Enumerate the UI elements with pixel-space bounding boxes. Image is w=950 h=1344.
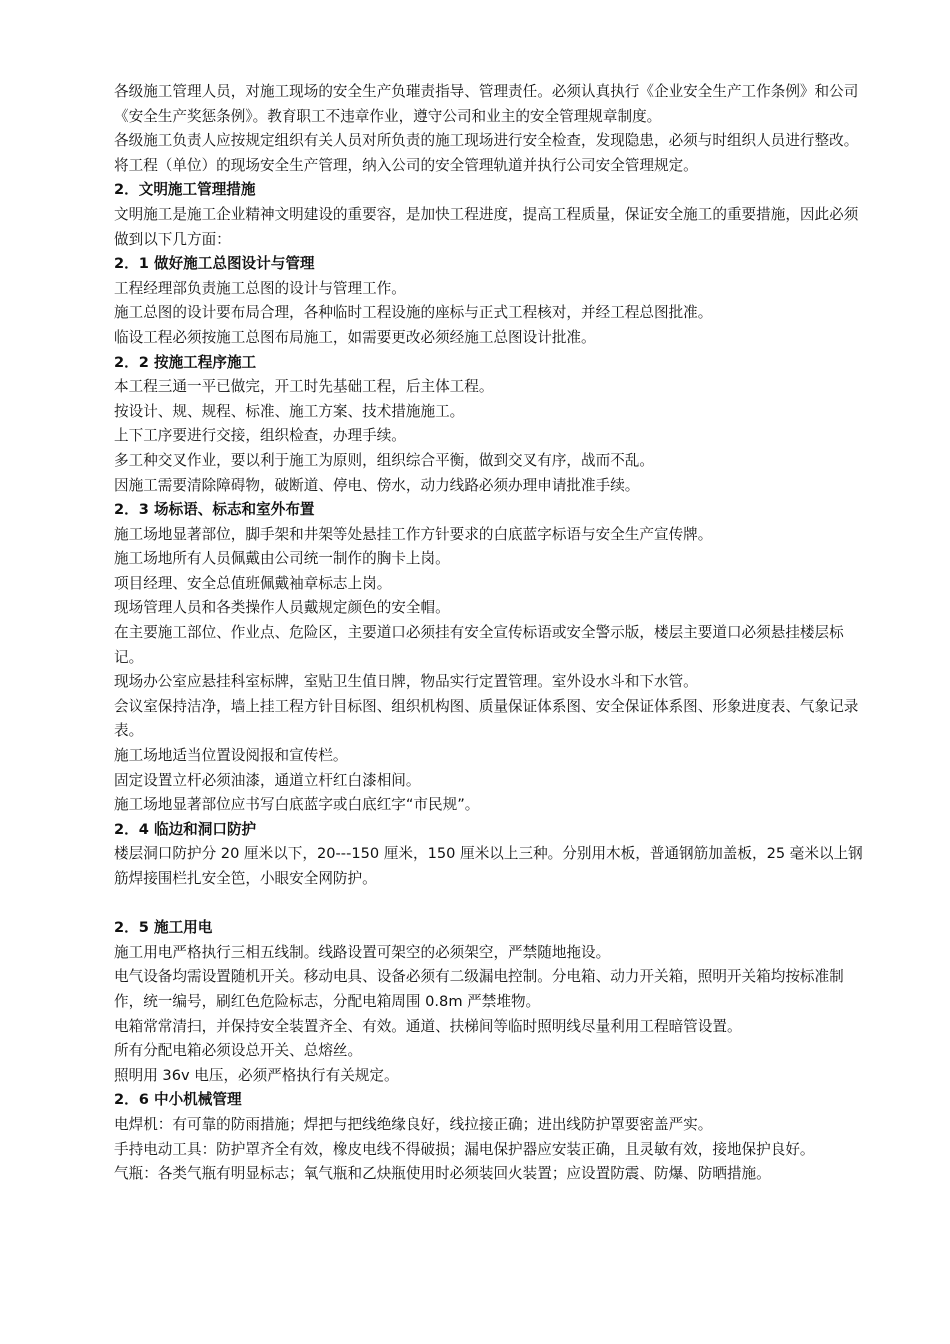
- body-paragraph: 手持电动工具：防护罩齐全有效，橡皮电线不得破损；漏电保护器应安装正确，且灵敏有效，接地保护良好。: [114, 1140, 815, 1158]
- body-paragraph: 会议室保持洁净，墙上挂工程方针目标图、组织机构图、质量保证体系图、安全保证体系图、形象进度表、气象记录表。: [114, 697, 859, 740]
- body-paragraph: 现场办公室应悬挂科室标牌，室贴卫生值日牌，物品实行定置管理。室外设水斗和下水管。: [114, 673, 698, 691]
- section-heading: 2．4 临边和洞口防护: [114, 820, 257, 838]
- body-paragraph: 工程经理部负责施工总图的设计与管理工作。: [114, 279, 406, 297]
- body-paragraph: 气瓶：各类气瓶有明显标志；氧气瓶和乙炔瓶使用时必须装回火装置；应设置防震、防爆、防晒措施。: [114, 1165, 771, 1183]
- body-paragraph: 各级施工管理人员，对施工现场的安全生产负璀责指导、管理责任。必须认真执行《企业安全生产工作条例》和公司《安全生产奖惩条例》。教育职工不违章作业，遵守公司和业主的安全管理规章制度。: [114, 83, 859, 125]
- body-paragraph: 照明用 36v 电压，必须严格执行有关规定。: [114, 1066, 399, 1084]
- body-paragraph: 所有分配电箱必须设总开关、总熔丝。: [114, 1042, 363, 1060]
- body-paragraph: 本工程三通一平已做完，开工时先基础工程，后主体工程。: [114, 378, 494, 396]
- section-heading: 2．1 做好施工总图设计与管理: [114, 255, 315, 273]
- section-heading: 2．文明施工管理措施: [114, 181, 256, 199]
- body-paragraph: 电气设备均需设置随机开关。移动电具、设备必须有二级漏电控制。分电箱、动力开关箱，照明开关箱均按标准制作，统一编号，刷红色危险标志，分配电箱周围 0.8m 严禁堆物。: [114, 968, 844, 1010]
- body-paragraph: 施工场地所有人员佩戴由公司统一制作的胸卡上岗。: [114, 550, 450, 568]
- body-paragraph: 上下工序要进行交接，组织检查，办理手续。: [114, 427, 406, 445]
- section-heading: 2．3 场标语、标志和室外布置: [114, 501, 315, 519]
- body-paragraph: 固定设置立杆必须油漆，通道立杆红白漆相间。: [114, 771, 421, 789]
- body-paragraph: 临设工程必须按施工总图布局施工，如需要更改必须经施工总图设计批准。: [114, 328, 596, 346]
- body-paragraph: 各级施工负责人应按规定组织有关人员对所负责的施工现场进行安全检查，发现隐患，必须与时组织人员进行整改。: [114, 132, 859, 150]
- body-paragraph: 施工场地适当位置设阅报和宣传栏。: [114, 747, 348, 765]
- body-paragraph: 现场管理人员和各类操作人员戴规定颜色的安全帽。: [114, 599, 450, 617]
- body-paragraph: 电焊机：有可靠的防雨措施；焊把与把线绝缘良好，线拉接正确；进出线防护罩要密盖严实。: [114, 1115, 713, 1133]
- body-paragraph: 在主要施工部位、作业点、危险区，主要道口必须挂有安全宣传标语或安全警示版，楼层主要道口必须悬挂楼层标记。: [114, 624, 844, 666]
- body-paragraph: 多工种交叉作业，要以利于施工为原则，组织综合平衡，做到交叉有序，战而不乱。: [114, 451, 654, 469]
- section-heading: 2．2 按施工程序施工: [114, 353, 257, 371]
- body-paragraph: 因施工需要清除障碍物，破断道、停电、傍水，动力线路必须办理申请批准手续。: [114, 476, 640, 494]
- body-paragraph: 电箱常常清扫，并保持安全装置齐全、有效。通道、扶梯间等临时照明线尽量利用工程暗管设置。: [114, 1017, 742, 1035]
- body-paragraph: 文明施工是施工企业精神文明建设的重要容，是加快工程进度，提高工程质量，保证安全施工的重要措施，因此必须做到以下几方面：: [114, 205, 859, 248]
- body-paragraph: 将工程（单位）的现场安全生产管理，纳入公司的安全管理轨道并执行公司安全管理规定。: [114, 156, 698, 174]
- body-paragraph: 按设计、规、规程、标准、施工方案、技术措施施工。: [114, 402, 465, 420]
- body-paragraph: 施工场地显著部位，脚手架和井架等处悬挂工作方针要求的白底蓝字标语与安全生产宣传牌。: [114, 525, 713, 543]
- blank-line: [114, 892, 864, 917]
- body-paragraph: 施工用电严格执行三相五线制。线路设置可架空的必须架空，严禁随地拖设。: [114, 943, 611, 961]
- body-paragraph: 施工场地显著部位应书写白底蓝字或白底红字“市民规”。: [114, 796, 480, 814]
- document-body: [114, 80, 864, 1187]
- body-paragraph: 项目经理、安全总值班佩戴袖章标志上岗。: [114, 574, 392, 592]
- body-paragraph: 施工总图的设计要布局合理，各种临时工程设施的座标与正式工程核对，并经工程总图批准。: [114, 304, 713, 322]
- body-paragraph: 楼层洞口防护分 20 厘米以下，20---150 厘米，150 厘米以上三种。分别用木板，普通钢筋加盖板，25 毫米以上钢筋焊接围栏扎安全笆，小眼安全网防护。: [114, 845, 863, 887]
- section-heading: 2．6 中小机械管理: [114, 1091, 242, 1109]
- section-heading: 2．5 施工用电: [114, 919, 213, 937]
